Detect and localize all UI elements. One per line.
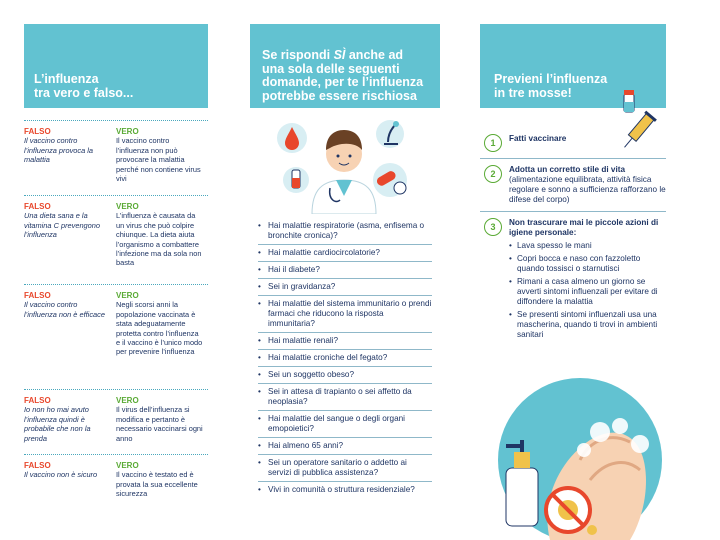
vero-text: Il vaccino contro l’influenza non può provocare la malattia perché non contiene virus vivi [116,136,201,184]
vero-text: Il vaccino è testato ed è provata la sua eccellente sicurezza [116,470,198,499]
step-3 [480,212,666,349]
step-number: 3 [484,218,502,236]
step-title: Fatti vaccinare [509,134,567,143]
list-item: • Se presenti sintomi influenzali usa una mascherina, quando ti trovi in ambienti sanitari [509,310,666,340]
myth-row [24,455,208,503]
list-item: • Vivi in comunità o struttura residenziale? [258,482,432,498]
falso-label: FALSO [24,291,51,300]
panel1-header [24,24,208,108]
vero-label: VERO [116,291,139,300]
hygiene-list [509,241,666,340]
panel2-title-line4: potrebbe essere rischiosa [262,88,417,103]
step-number: 2 [484,165,502,183]
list-item: • Sei in attesa di trapianto o sei affetto da neoplasia? [258,384,432,411]
vero-text: Negli scorsi anni la popolazione vaccinata è stata adeguatamente protetta contro l’influenza e il vaccino è l’unico modo per prevenire l’influenza [116,300,203,357]
step-text: (alimentazione equilibrata, attività fisica regolare e sonno a sufficienza rafforzano le difese del corpo) [509,175,666,204]
panel2-header [250,24,440,108]
falso-label: FALSO [24,396,51,405]
myth-row [24,285,208,389]
falso-label: FALSO [24,461,51,470]
list-item: • Hai malattie respiratorie (asma, enfisema o bronchite cronica)? [258,218,432,245]
vero-label: VERO [116,461,139,470]
panel2-title-line3: domande, per te l’influenza [262,75,424,89]
list-item: • Copri bocca e naso con fazzoletto quando tossisci o starnutisci [509,254,666,274]
microscope-icon [376,120,404,148]
myth-row [24,196,208,284]
syringe-icon [618,84,666,156]
panel-prevention [480,24,666,524]
panel-risk-questions [250,24,440,498]
panel-flu-myths [24,24,208,503]
list-item: • Hai malattie cardiocircolatorie? [258,245,432,262]
step-title: Adotta un corretto stile di vita [509,165,626,174]
falso-label: FALSO [24,202,51,211]
falso-text: Il vaccino contro l’influenza provoca la malattia [24,136,94,165]
handwashing-illustration [480,370,666,540]
list-item: • Hai il diabete? [258,262,432,279]
panel3-title-line2: in tre mosse! [494,86,572,100]
panel2-title-si: SÌ [333,48,346,62]
vero-label: VERO [116,202,139,211]
list-item: • Hai malattie croniche del fegato? [258,350,432,367]
panel2-title-part1b: anche ad [348,48,404,62]
list-item: • Sei un soggetto obeso? [258,367,432,384]
vero-label: VERO [116,396,139,405]
list-item: • Lava spesso le mani [509,241,666,251]
step-title: Non trascurare mai le piccole azioni di igiene personale: [509,218,659,237]
falso-text: Il vaccino non è sicuro [24,470,98,480]
risk-question-list [250,218,440,498]
vero-text: L’influenza è causata da un virus che può colpire chiunque. La dieta aiuta l’organismo a combattere l’infezione ma da sola non basta [116,211,202,268]
panel2-title-line2: una sola delle seguenti [262,61,400,76]
vial-icon [283,167,309,193]
panel2-title-part1: Se rispondi [262,48,331,62]
panel3-title-line1: Previeni l’influenza [494,72,608,86]
blood-drop-icon [277,123,307,153]
doctor-icon [312,130,376,214]
list-item: • Sei in gravidanza? [258,279,432,296]
list-item: • Rimani a casa almeno un giorno se avverti sintomi influenzali per evitare di diffondere la malattia [509,277,666,307]
panel1-title-line2: tra vero e falso... [34,86,134,100]
list-item: • Hai almeno 65 anni? [258,438,432,455]
myth-row [24,121,208,195]
falso-text: Una dieta sana e la vitamina C prevengono l’influenza [24,211,101,240]
doctor-illustration [250,108,440,214]
step-number: 1 [484,134,502,152]
list-item: • Hai malattie renali? [258,333,432,350]
list-item: • Hai malattie del sistema immunitario o prendi farmaci che riducono la risposta immunitaria? [258,296,432,333]
panel1-title-line1: L’influenza [34,72,99,86]
vero-label: VERO [116,127,139,136]
falso-text: Il vaccino contro l’influenza non è efficace [24,300,105,319]
myth-row [24,390,208,454]
list-item: • Hai malattie del sangue o degli organi emopoietici? [258,411,432,438]
falso-label: FALSO [24,127,51,136]
list-item: • Sei un operatore sanitario o addetto ai servizi di pubblica assistenza? [258,455,432,482]
pill-icon [373,163,407,197]
falso-text: Io non ho mai avuto l’influenza quindi è probabile che non la prenda [24,405,91,443]
step-2 [480,159,666,212]
vero-text: Il virus dell’influenza si modifica e pertanto è necessario vaccinarsi ogni anno [116,405,203,443]
